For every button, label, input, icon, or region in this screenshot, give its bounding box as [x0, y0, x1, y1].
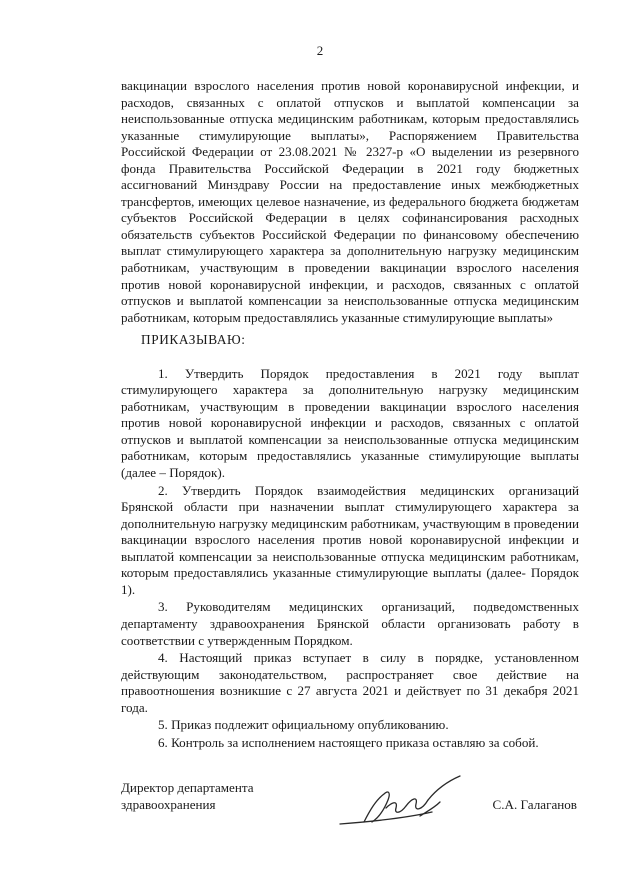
order-heading: ПРИКАЗЫВАЮ:: [141, 332, 246, 348]
page-number: 2: [316, 43, 324, 58]
signatory-name: С.А. Галаганов: [492, 796, 577, 812]
signatory-title-line-2: здравоохранения: [121, 796, 216, 812]
order-item-1: 1. Утвердить Порядок предоставления в 2021 году выплат стимулирующего характера за дополнительную нагрузку медицинским работникам, участвующим в проведении вакцинации взрослого населения против новой коронавирусной инфекции и расходов, связанных с оплатой отпусков и выплатой компенсации за неиспользованные отпуска медицинским работникам, которым предоставлялись указанные стимулирующие выплаты (далее – Порядок).: [121, 365, 579, 481]
order-item-6: 6. Контроль за исполнением настоящего приказа оставляю за собой.: [158, 734, 539, 750]
order-item-5: 5. Приказ подлежит официальному опубликованию.: [158, 717, 449, 733]
order-item-2: 2. Утвердить Порядок взаимодействия медицинских организаций Брянской области при назначении выплат стимулирующего характера за дополнительную нагрузку медицинским работникам, участвующим в проведении вакцинации взрослого населения против новой коронавирусной инфекции и выплатой компенсации за неиспользованные отпуска медицинским работникам, которым предоставлялись указанные стимулирующие выплаты (далее- Порядок 1).: [121, 482, 579, 597]
handwritten-signature: [336, 772, 466, 836]
intro-paragraph: вакцинации взрослого населения против новой коронавирусной инфекции, и расходов, связанных с оплатой отпусков и выплатой компенсации за неиспользованные отпуска медицинским работникам, которым предоставлялись указанные стимулирующие выплаты», Распоряжением Правительства Российской Федерации от 23.08.2021 № 2327-р «О выделении из резервного фонда Правительства Российской Федерации в 2021 году бюджетных ассигнований Минздраву России на предоставление иных межбюджетных трансфертов, имеющих целевое назначение, из федерального бюджета бюджетам субъектов Российской Федерации в целях софинансирования расходных обязательств субъектов Российской Федерации по финансовому обеспечению выплат стимулирующего характера за дополнительную нагрузку медицинским работникам, участвующим в проведении вакцинации взрослого населения против новой коронавирусной инфекции, и расходов, связанных с оплатой отпусков и выплатой компенсации за неиспользованные отпуска медицинским работникам, которым предоставлялись указанные стимулирующие выплаты»: [121, 78, 579, 325]
order-item-4: 4. Настоящий приказ вступает в силу в порядке, установленном действующим законодательством, распространяет свое действие на правоотношения возникшие с 27 августа 2021 и действует по 31 декабря 2021 года.: [121, 650, 579, 715]
signature-block: [121, 780, 579, 813]
signatory-title-line-1: Директор департамента: [121, 780, 254, 795]
document-body: [121, 78, 579, 751]
order-item-3: 3. Руководителям медицинских организаций, подведомственных департаменту здравоохранения Брянской области организовать работу в соответствии с утвержденным Порядком.: [121, 599, 579, 648]
